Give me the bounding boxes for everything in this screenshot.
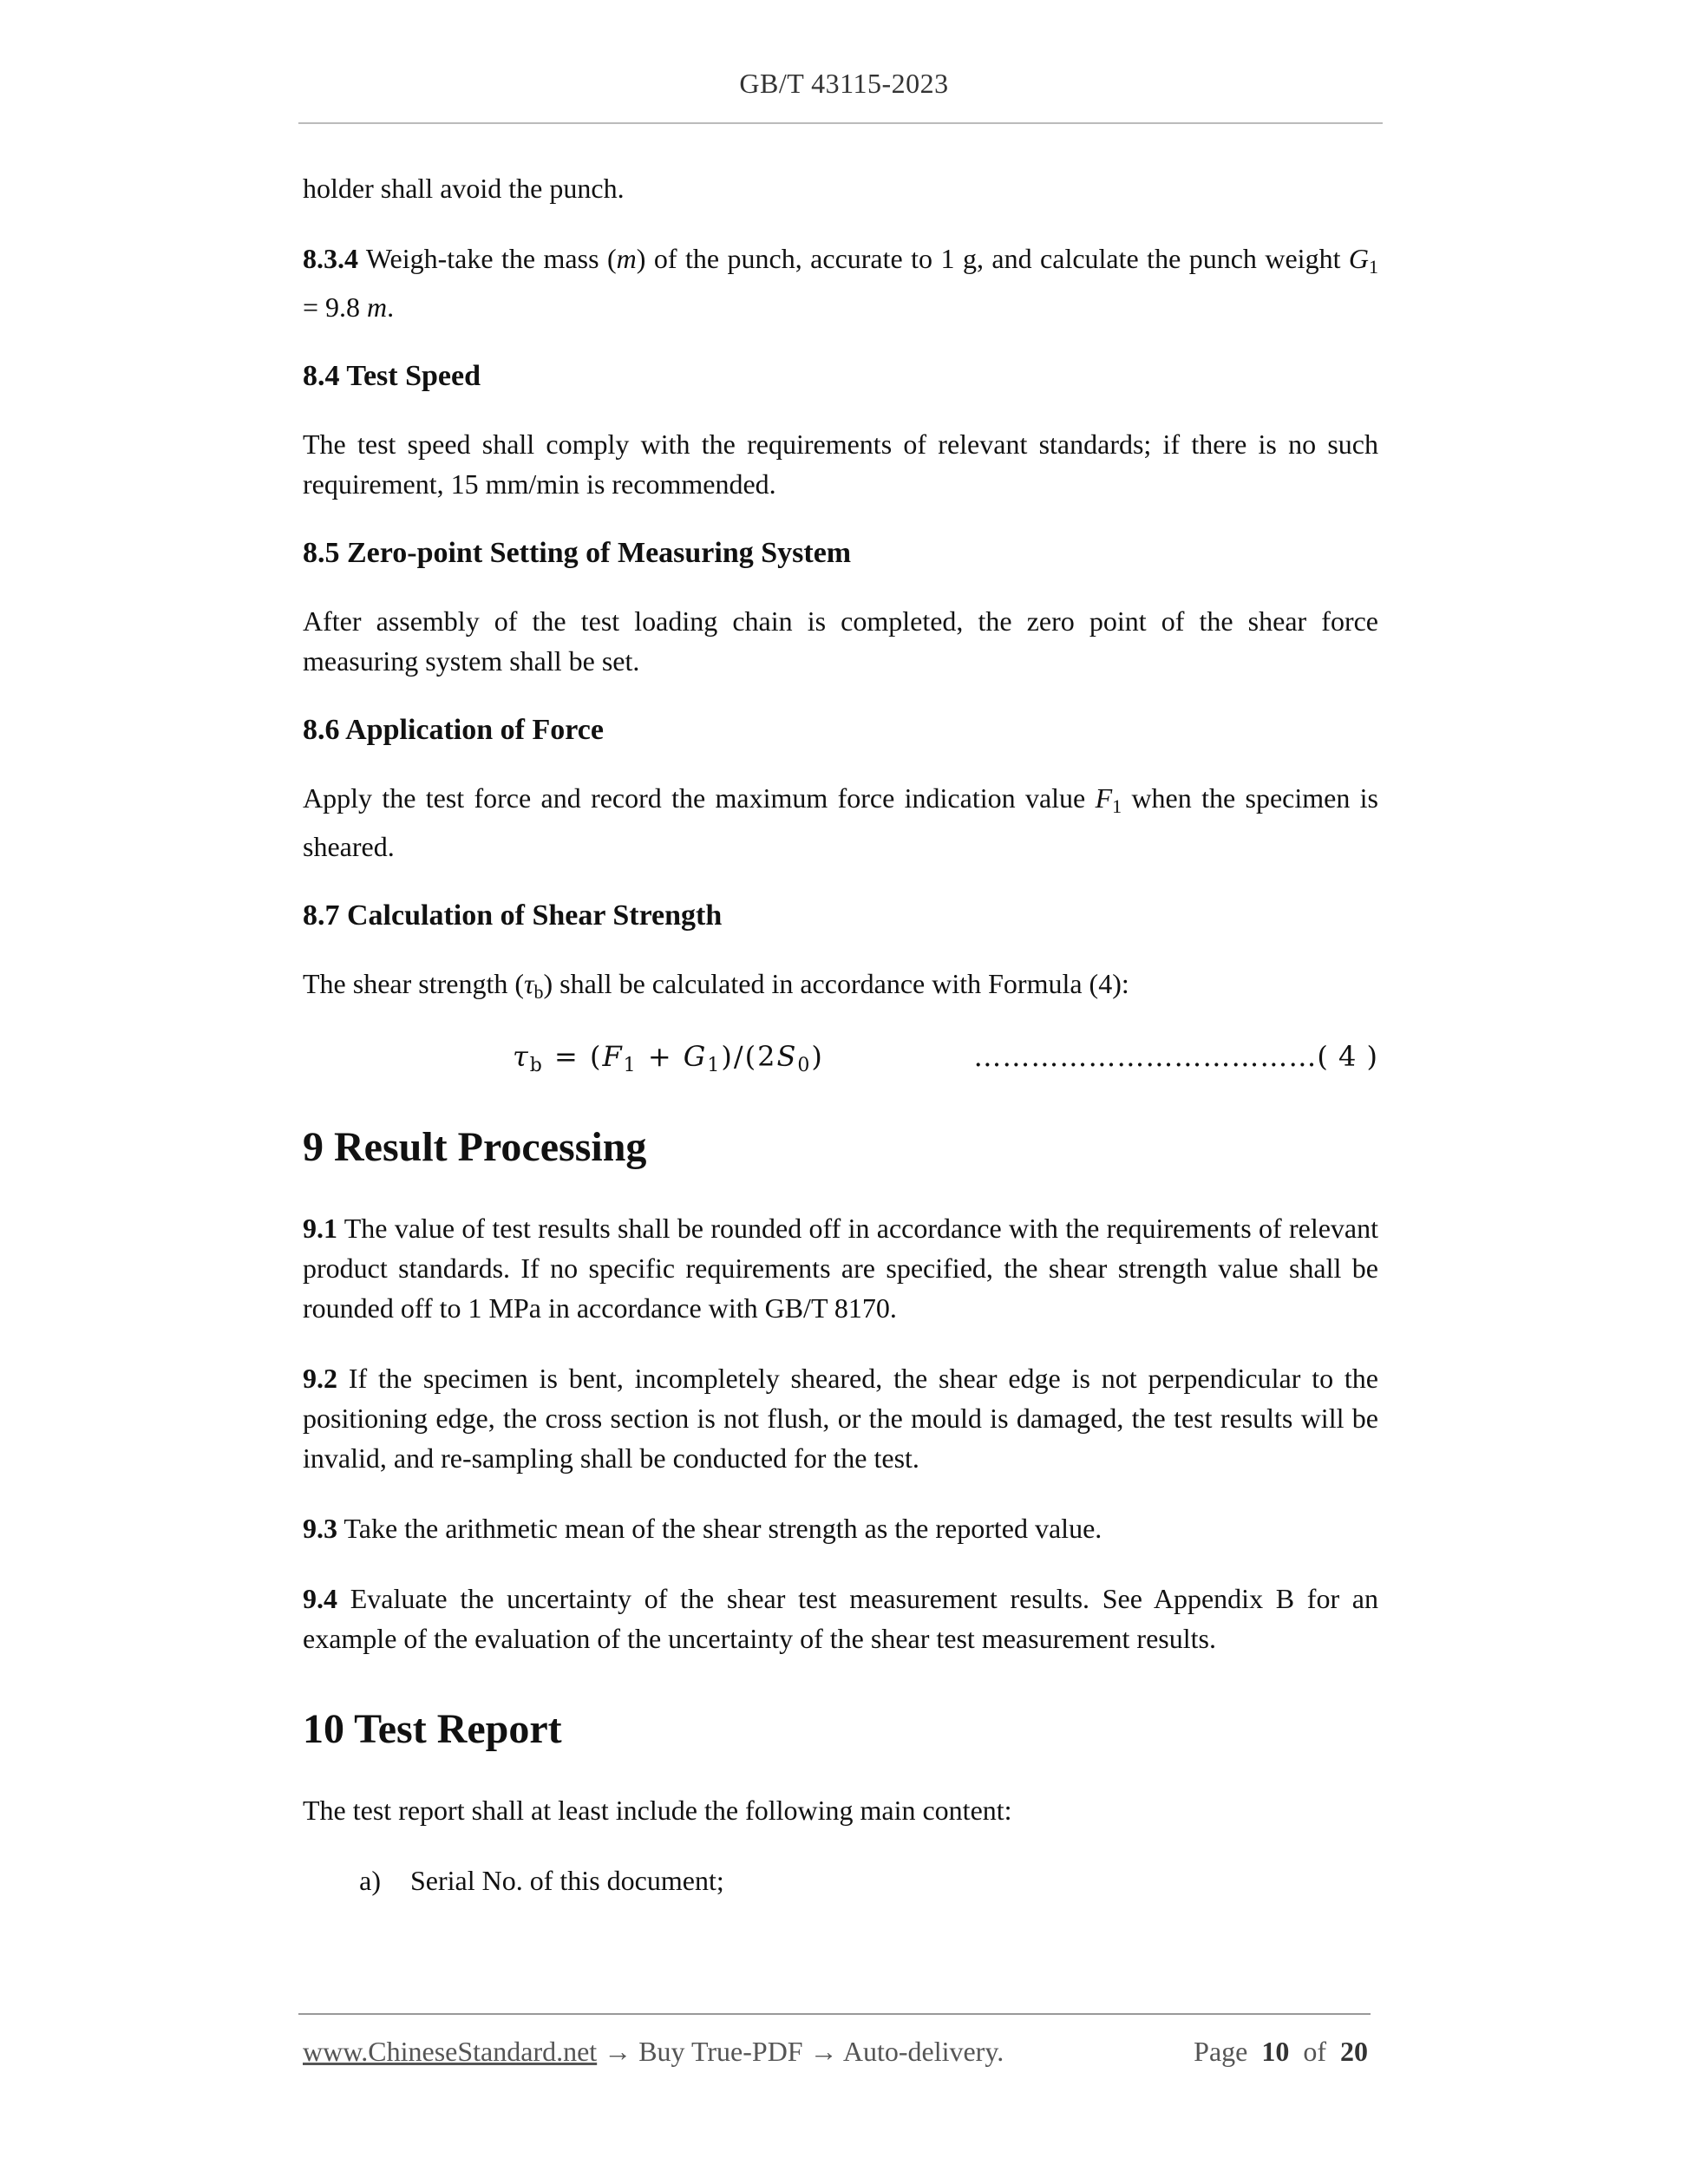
clause-9-3	[303, 1508, 1378, 1548]
chapter-heading-9: 9 Result Processing	[303, 1124, 647, 1170]
total-pages: 20	[1340, 2036, 1368, 2067]
header-divider	[298, 122, 1383, 124]
subscript: 1	[1369, 256, 1379, 278]
footer-promo-text: → Buy True-PDF → Auto-delivery.	[597, 2036, 1004, 2067]
clause-8-3-4	[303, 239, 1378, 327]
symbol-m: m	[367, 291, 388, 323]
symbol-g: G	[1348, 243, 1370, 274]
document-header: GB/T 43115-2023	[739, 68, 949, 99]
paragraph-text: when the specimen is sheared.	[303, 782, 1379, 862]
clause-9-4	[303, 1579, 1378, 1658]
clause-number: 9.4	[303, 1583, 337, 1614]
formula-text: +	[637, 1040, 684, 1073]
subscript: 0	[797, 1055, 812, 1076]
clause-9-2	[303, 1358, 1378, 1478]
formula-text: = (	[543, 1040, 603, 1073]
paragraph-text: ) shall be calculated in accordance with Formula (4):	[543, 968, 1129, 999]
symbol-tau: τ	[513, 1040, 530, 1073]
subscript: 1	[623, 1055, 638, 1076]
formula-text: )	[811, 1040, 824, 1073]
paragraph-8-5: After assembly of the test loading chain is completed, the zero point of the shear force measuring system shall be set.	[303, 605, 1378, 677]
symbol-s: S	[776, 1040, 798, 1073]
clause-text: The value of test results shall be rounded off in accordance with the requirements of relevant product standards. If no specific requirements are specified, the shear strength value shall be rounded off to 1 MPa in accordance with GB/T 8170.	[303, 1213, 1378, 1324]
section-heading-8-7: 8.7 Calculation of Shear Strength	[303, 899, 723, 932]
paragraph-8-4: The test speed shall comply with the requirements of relevant standards; if there is no such requirement, 15 mm/min is recommended.	[303, 428, 1378, 500]
list-item	[303, 1860, 1378, 1900]
list-item-text: Serial No. of this document;	[410, 1865, 724, 1896]
section-heading-8-4: 8.4 Test Speed	[303, 360, 481, 392]
paragraph-10: The test report shall at least include the following main content:	[303, 1795, 1012, 1826]
subscript: 1	[1112, 795, 1122, 817]
clause-text: Weigh-take the mass (	[358, 243, 617, 274]
paragraph-text: Apply the test force and record the maximum force indication value	[303, 782, 1096, 814]
subscript: b	[533, 981, 544, 1003]
page-label: Page	[1194, 2036, 1248, 2067]
of-label: of	[1303, 2036, 1326, 2067]
clause-number: 9.2	[303, 1363, 337, 1394]
symbol-f: F	[1095, 782, 1113, 814]
footer-promo	[303, 2036, 1004, 2068]
formula-4	[303, 1036, 1378, 1089]
paragraph-8-7	[303, 964, 1378, 1012]
clause-text: ) of the punch, accurate to 1 g, and calculate the punch weight	[636, 243, 1349, 274]
page-content	[303, 168, 1378, 1900]
clause-number: 8.3.4	[303, 243, 358, 274]
symbol-g: G	[683, 1040, 708, 1073]
symbol-tau: τ	[524, 968, 534, 999]
clause-text: If the specimen is bent, incompletely sheared, the shear edge is not perpendicular to the positioning edge, the cross section is not flush, or the mould is damaged, the test results will be invalid, and re-sampling shall be conducted for the test.	[303, 1363, 1378, 1474]
paragraph-continuation: holder shall avoid the punch.	[303, 173, 625, 204]
subscript: b	[529, 1055, 544, 1076]
symbol-m: m	[616, 243, 637, 274]
footer-divider	[298, 2013, 1371, 2015]
list-item-label: a)	[359, 1865, 381, 1896]
clause-text: .	[387, 291, 395, 323]
section-heading-8-5: 8.5 Zero-point Setting of Measuring System	[303, 537, 852, 569]
clause-number: 9.3	[303, 1513, 337, 1544]
current-page: 10	[1261, 2036, 1290, 2067]
page-number	[1194, 2036, 1368, 2068]
paragraph-text: The shear strength (	[303, 968, 525, 999]
website-link[interactable]: www.ChineseStandard.net	[303, 2036, 598, 2067]
symbol-f: F	[602, 1040, 624, 1073]
formula-text: )/(2	[721, 1040, 777, 1073]
clause-text: = 9.8	[303, 291, 368, 323]
clause-text: Take the arithmetic mean of the shear strength as the reported value.	[337, 1513, 1102, 1544]
subscript: 1	[707, 1055, 722, 1076]
clause-text: Evaluate the uncertainty of the shear test measurement results. See Appendix B for an example of the evaluation of the uncertainty of the shear test measurement results.	[303, 1583, 1378, 1654]
clause-number: 9.1	[303, 1213, 337, 1244]
chapter-heading-10: 10 Test Report	[303, 1706, 562, 1752]
formula-expression	[513, 1036, 824, 1086]
formula-number: ………………………………( 4 )	[973, 1040, 1378, 1073]
clause-9-1	[303, 1208, 1378, 1328]
section-heading-8-6: 8.6 Application of Force	[303, 714, 604, 746]
paragraph-8-6	[303, 778, 1378, 866]
